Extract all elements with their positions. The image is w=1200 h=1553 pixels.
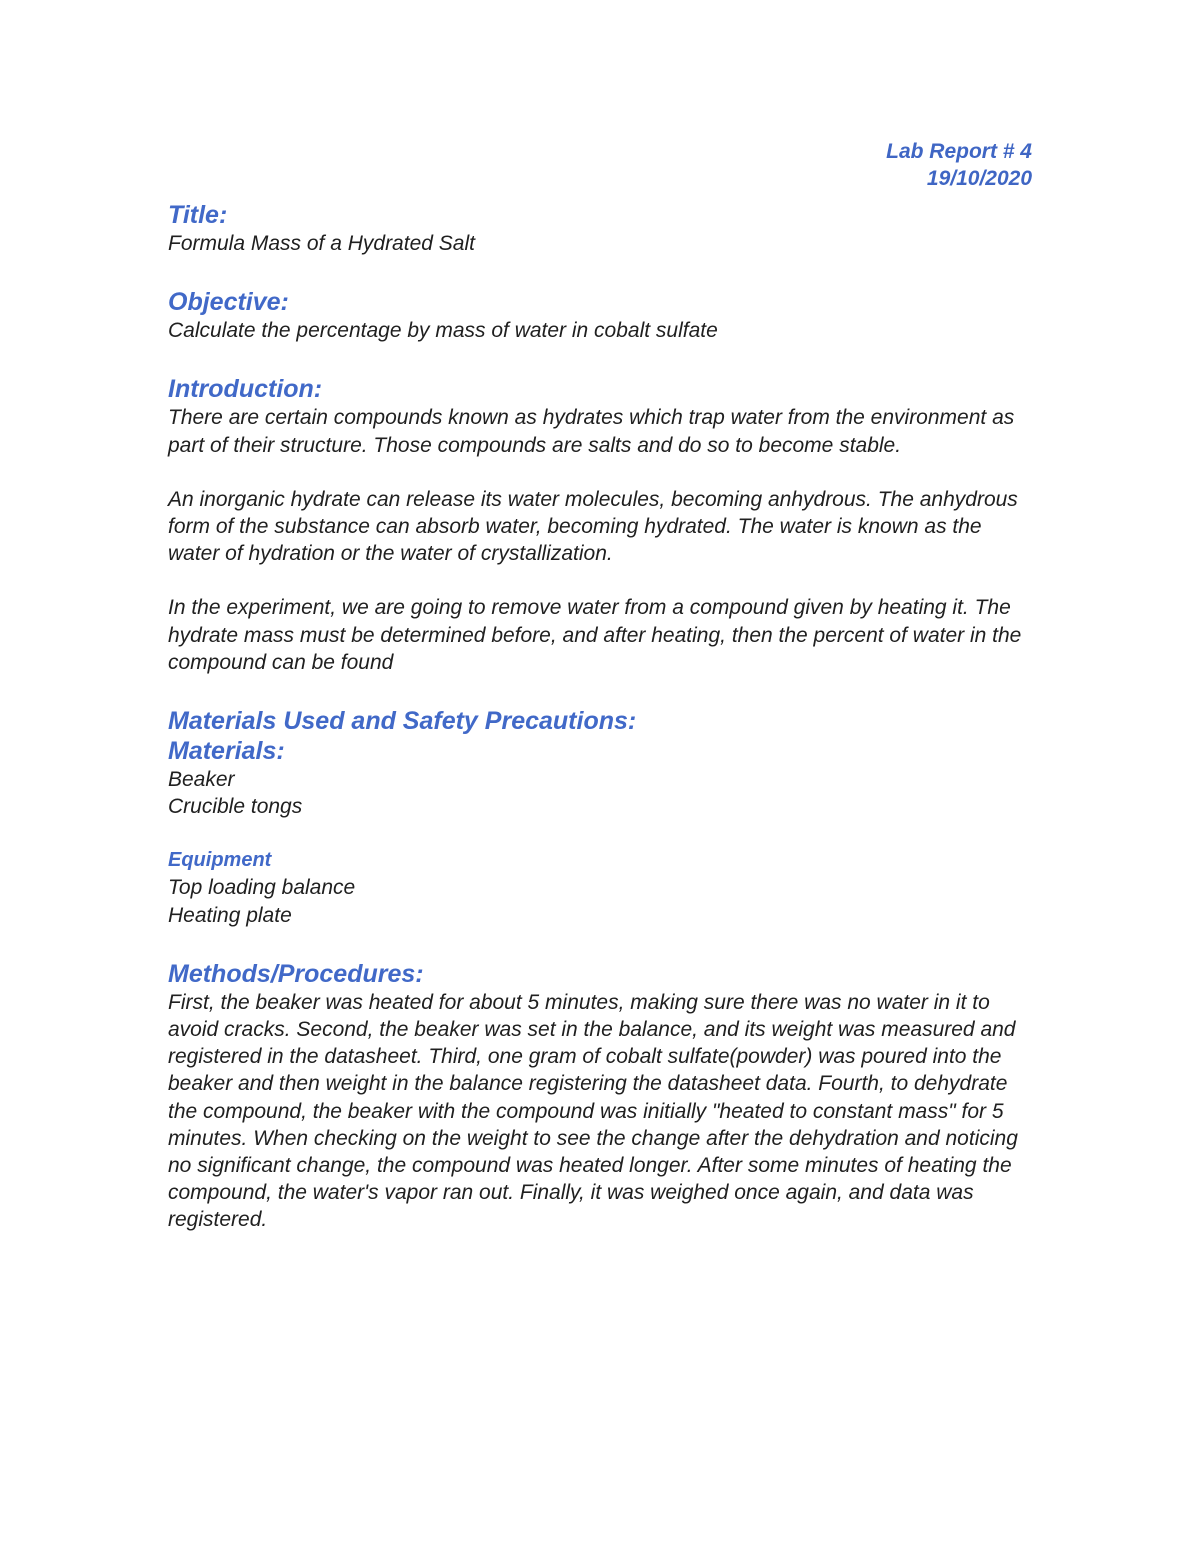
report-date: 19/10/2020 (926, 167, 1032, 190)
materials-section (168, 706, 1034, 929)
equipment-heading: Equipment (168, 849, 272, 872)
equipment-item: Heating plate (168, 903, 292, 927)
objective-heading: Objective: (168, 288, 289, 317)
material-item: Beaker (168, 768, 235, 792)
equipment-item: Top loading balance (168, 876, 356, 900)
title-text: Formula Mass of a Hydrated Salt (168, 232, 475, 255)
introduction-paragraph: In the experiment, we are going to remove water from a compound given by heating it. The hydrate mass must be determined before, and after heating, then the percent of water in the compound can be found (168, 596, 1022, 674)
introduction-paragraph: An inorganic hydrate can release its water molecules, becoming anhydrous. The anhydrous form of the substance can absorb water, becoming hydrated. The water is known as the water of hydration or the water of crystallization. (168, 487, 1018, 566)
methods-text: First, the beaker was heated for about 5 minutes, making sure there was no water in it to avoid cracks. Second, the beaker was set in the balance, and its weight was measured and registered in the datasheet. Third, one gram of cobalt sulfate(powder) was poured into the beaker and then weight in the balance registering the datasheet data. Fourth, to dehydrate the compound, the beaker with the compound was initially "heated to constant mass" for 5 minutes. When checking on the weight to see the change after the dehydration and noticing no significant change, the compound was heated longer. After some minutes of heating the compound, the water's vapor ran out. Finally, it was weighed once again, and data was registered. (168, 990, 1018, 1232)
document-page (168, 138, 1034, 1234)
objective-text: Calculate the percentage by mass of water in cobalt sulfate (168, 319, 718, 343)
report-number: Lab Report # 4 (886, 140, 1032, 163)
objective-section (168, 287, 1034, 344)
introduction-heading: Introduction: (168, 375, 323, 404)
materials-heading: Materials: (168, 737, 285, 766)
report-header (168, 138, 1032, 192)
introduction-paragraph: There are certain compounds known as hydrates which trap water from the environment as part of their structure. Those compounds are salts and do so to become stable. (168, 406, 1015, 457)
materials-main-heading: Materials Used and Safety Precautions: (168, 707, 637, 736)
title-section (168, 200, 1034, 257)
title-heading: Title: (168, 201, 228, 229)
material-item: Crucible tongs (168, 795, 303, 819)
methods-section (168, 959, 1034, 1234)
introduction-section (168, 374, 1034, 676)
methods-heading: Methods/Procedures: (168, 959, 424, 988)
